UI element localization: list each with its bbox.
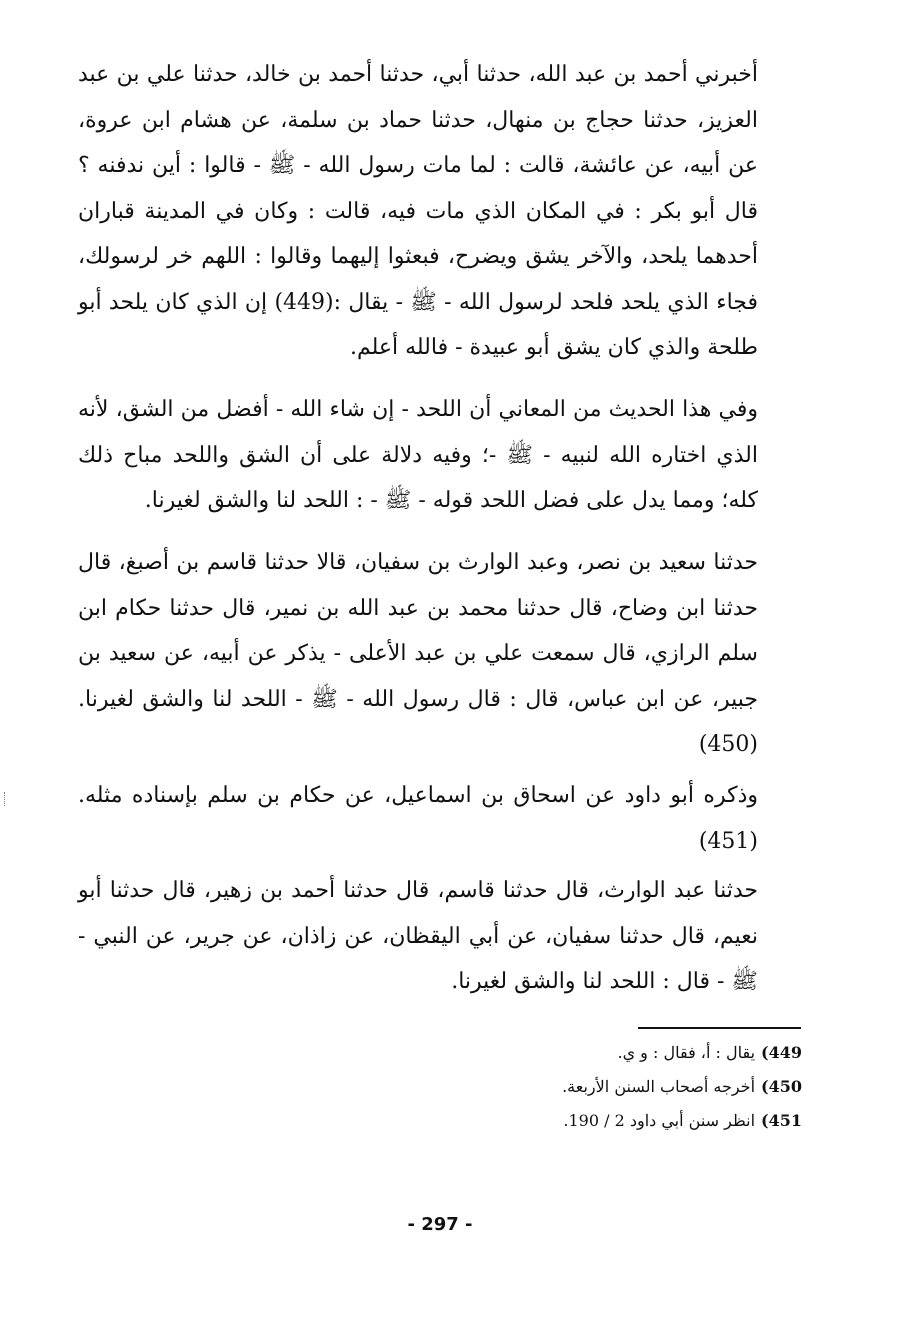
footnote-text: انظر سنن أبي داود 2 / 190. [563, 1111, 756, 1130]
footnote-450 [450, 1070, 802, 1104]
paragraph-text: أخبرني أحمد بن عبد الله، حدثنا أبي، حدثنا أحمد بن خالد، حدثنا علي بن عبد العزيز، حدثنا حجاج بن منهال، حدثنا حماد بن سلمة، عن هشام ابن عروة، عن أبيه، عن عائشة، قالت : لما مات رسول الله - ﷺ - قالوا : أين ندفنه ؟ قال أبو بكر : في المكان الذي مات فيه، قالت : وكان في المدينة قباران أحدهما يلحد، والآخر يشق ويضرح، فبعثوا إليهما وقالوا : اللهم خر لرسولك، فجاء الذي يلحد فلحد لرسول الله - ﷺ - يقال :(449) إن الذي كان يلحد أبو طلحة والذي كان يشق أبو عبيدة - فالله أعلم. [78, 62, 758, 360]
footnote-451 [450, 1104, 802, 1138]
footnote-text: أخرجه أصحاب السنن الأربعة. [562, 1077, 756, 1096]
paragraph-5 [78, 868, 803, 1005]
footnote-number: 451) [761, 1111, 802, 1130]
page-number: - 297 - [407, 1214, 473, 1235]
paragraph-4 [78, 773, 803, 864]
paragraph-text: حدثنا سعيد بن نصر، وعبد الوارث بن سفيان، قالا حدثنا قاسم بن أصبغ، قال حدثنا ابن وضاح، قال حدثنا محمد بن عبد الله بن نمير، قال حدثنا حكام ابن سلم الرازي، قال سمعت علي بن عبد الأعلى - يذكر عن أبيه، عن سعيد بن جبير، عن ابن عباس، قال : قال رسول الله - ﷺ - اللحد لنا والشق لغيرنا.(450) [78, 550, 758, 757]
paragraph-3 [78, 540, 803, 768]
footnotes [450, 1036, 802, 1138]
footnote-number: 450) [761, 1077, 802, 1096]
paragraph-text: وفي هذا الحديث من المعاني أن اللحد - إن شاء الله - أفضل من الشق، لأنه الذي اختاره الله لنبيه - ﷺ -؛ وفيه دلالة على أن الشق واللحد مباح ذلك كله؛ ومما يدل على فضل اللحد قوله - ﷺ - : اللحد لنا والشق لغيرنا. [78, 397, 758, 513]
scan-margin-mark [4, 792, 8, 806]
footnote-text: يقال : أ، فقال : و ي. [617, 1043, 756, 1062]
paragraph-text: وذكره أبو داود عن اسحاق بن اسماعيل، عن حكام بن سلم بإسناده مثله.(451) [78, 783, 758, 854]
paragraph-text: حدثنا عبد الوارث، قال حدثنا قاسم، قال حدثنا أحمد بن زهير، قال حدثنا أبو نعيم، قال حدثنا سفيان، عن أبي اليقظان، عن زاذان، عن جرير، عن النبي - ﷺ - قال : اللحد لنا والشق لغيرنا. [78, 878, 758, 994]
footnote-number: 449) [761, 1043, 802, 1062]
footnote-separator [638, 1027, 801, 1029]
footnote-449 [450, 1036, 802, 1070]
paragraph-2 [78, 387, 803, 524]
paragraph-1 [78, 52, 803, 371]
